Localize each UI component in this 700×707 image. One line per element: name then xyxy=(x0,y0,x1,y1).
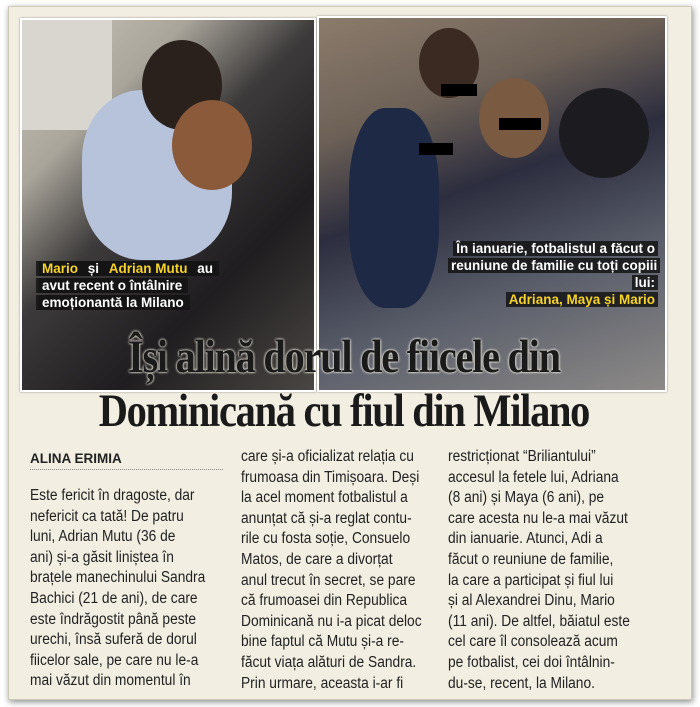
article-column-1 xyxy=(30,486,230,692)
photo-girl-dress xyxy=(349,108,439,308)
article-text: restricționat “Briliantului” accesul la fetele lui, Adriana (8 ani) și Maya (6 ani), pe care acesta nu le-a mai văzut din ianuarie. Atunci, Adi a făcut o reuniune de familie, la care a participat și fiul lui și al Alexandrei Dinu, Mario (11 ani). De altfel, băiatul este cel care îl consolează acum pe fotbalist, cei doi întâlnin- du-se, recent, la Milano. xyxy=(448,448,630,692)
caption-name: Mario xyxy=(39,261,81,276)
caption-text: și xyxy=(81,261,106,276)
article-text: Este fericit în dragoste, dar nefericit ca tată! De patru luni, Adrian Mutu (36 de ani) și-a găsit liniștea în brațele manechinului Sandra Bachici (21 de ani), de care este îndrăgostit până peste urechi, însă suferă de dorul fiicelor sale, pe care nu le-a mai văzut din momentul în xyxy=(30,487,206,690)
article-column-3 xyxy=(448,447,663,694)
caption-names: Adriana, Maya și Mario xyxy=(506,292,658,307)
headline xyxy=(24,330,664,438)
censor-bar xyxy=(419,143,453,155)
caption-text: În ianuarie, fotbalistul a făcut o reuniune de familie cu toți copiii lui: xyxy=(448,241,660,290)
photo-boy-head xyxy=(172,100,252,190)
article-column-2 xyxy=(241,447,441,694)
photo-man-cap xyxy=(559,88,649,178)
article-text: care și-a oficializat relația cu frumoasa din Timișoara. Deși la acel moment fotbalistul a anunțat că și-a reglat contu- rile cu fosta soție, Consuelo Matos, de care a divorțat anul trecut în secret, se pare că frumoasei din Republica Dominicană nu i-a picat deloc bine faptul că Mutu și-a re- făcut viața alături de Sandra. Prin urmare, aceasta i-ar fi xyxy=(241,448,422,692)
caption-name: Adrian Mutu xyxy=(106,261,191,276)
photo-caption-left xyxy=(36,260,236,311)
byline: ALINA ERIMIA xyxy=(30,451,223,470)
photo-caption-right xyxy=(448,240,658,308)
censor-bar xyxy=(499,118,541,130)
caption-text: au avut recent o întâlnire emoționantă la Milano xyxy=(39,261,216,310)
headline-line-2: Dominicană cu fiul din Milano xyxy=(98,385,590,437)
censor-bar xyxy=(441,84,477,96)
headline-line-1: Își alină dorul de fiicele din xyxy=(128,331,560,383)
